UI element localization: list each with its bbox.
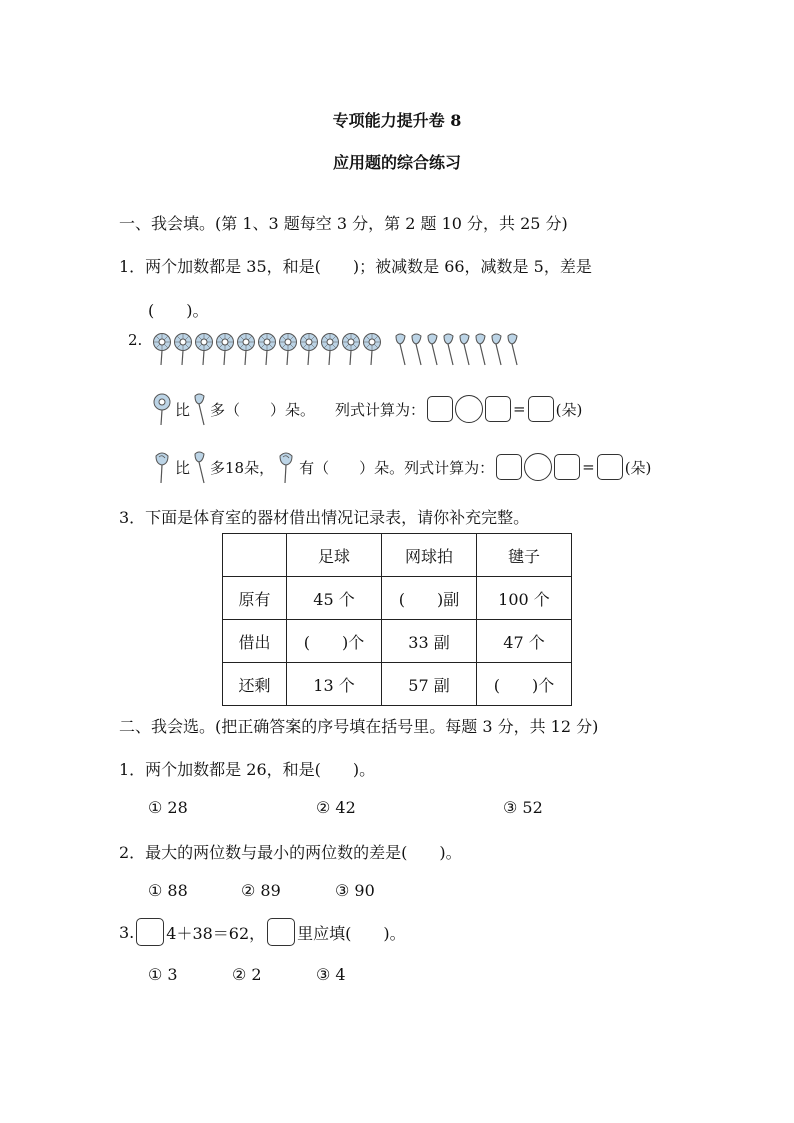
table-row bbox=[223, 663, 572, 706]
table-row bbox=[223, 620, 572, 663]
s2-q3-option[interactable]: ① 3 bbox=[148, 965, 178, 984]
s2-q1-option[interactable]: ③ 52 bbox=[503, 798, 543, 817]
tulip-icon bbox=[192, 450, 207, 484]
equals-sign: = bbox=[582, 458, 595, 476]
round-flower-icon bbox=[194, 332, 214, 366]
round-flower-icon bbox=[152, 392, 172, 426]
answer-box[interactable] bbox=[485, 396, 511, 422]
s1-q2-row1-prompt: 列式计算为： bbox=[335, 400, 426, 419]
page-subtitle: 应用题的综合练习 bbox=[332, 153, 461, 172]
s1-q2-row1 bbox=[152, 392, 582, 426]
s2-q3-equation: 4＋38＝62， bbox=[166, 923, 266, 943]
answer-box[interactable] bbox=[597, 454, 623, 480]
equals-sign: = bbox=[513, 400, 526, 418]
table-cell: 原有 bbox=[223, 577, 287, 620]
tulip-icon bbox=[489, 332, 504, 366]
table-cell: 33 副 bbox=[382, 620, 477, 663]
page-title: 专项能力提升卷 8 bbox=[332, 111, 462, 130]
compare-word: 比 bbox=[175, 458, 191, 477]
table-cell: 还剩 bbox=[223, 663, 287, 706]
answer-box[interactable] bbox=[496, 454, 522, 480]
answer-box[interactable] bbox=[427, 396, 453, 422]
table-header-row bbox=[223, 534, 572, 577]
table-cell-blank[interactable]: ( )个 bbox=[477, 663, 572, 706]
rose-icon bbox=[152, 450, 172, 484]
tulip-icon bbox=[473, 332, 488, 366]
table-cell: 47 个 bbox=[477, 620, 572, 663]
operator-circle[interactable] bbox=[524, 453, 552, 481]
s2-q1-option[interactable]: ② 42 bbox=[316, 798, 356, 817]
answer-box[interactable] bbox=[554, 454, 580, 480]
round-flower-icon bbox=[257, 332, 277, 366]
compare-word: 比 bbox=[175, 400, 191, 419]
round-flower-icon bbox=[362, 332, 382, 366]
s2-q2-option[interactable]: ③ 90 bbox=[335, 881, 375, 900]
s1-q2-row1-blank: 多（ ）朵。 bbox=[210, 400, 316, 419]
round-flower-icon bbox=[215, 332, 235, 366]
s1-q2-row2-more: 多18朵， bbox=[210, 458, 275, 477]
table-header-cell: 网球拍 bbox=[382, 534, 477, 577]
tulip-icon bbox=[409, 332, 424, 366]
s2-q3-number: 3. bbox=[119, 922, 135, 942]
s2-q1-option[interactable]: ① 28 bbox=[148, 798, 188, 817]
round-flower-icon bbox=[278, 332, 298, 366]
rose-icon bbox=[276, 450, 296, 484]
tulip-icon bbox=[393, 332, 408, 366]
table-cell: 57 副 bbox=[382, 663, 477, 706]
s2-q2-text: 2．最大的两位数与最小的两位数的差是( )。 bbox=[119, 843, 462, 862]
tulip-icon bbox=[505, 332, 520, 366]
s1-q2-row2-prompt: 有（ ）朵。列式计算为： bbox=[299, 458, 495, 477]
tulip-icon bbox=[441, 332, 456, 366]
table-cell: 45 个 bbox=[287, 577, 382, 620]
table-cell: 借出 bbox=[223, 620, 287, 663]
s2-q3-line bbox=[119, 918, 406, 946]
s1-q1-line1: 1．两个加数都是 35，和是( )；被减数是 66，减数是 5，差是 bbox=[119, 257, 592, 276]
s1-q2-number: 2. bbox=[128, 331, 143, 349]
table-cell-blank[interactable]: ( )副 bbox=[382, 577, 477, 620]
s1-q3-text: 3．下面是体育室的器材借出情况记录表，请你补充完整。 bbox=[119, 508, 530, 527]
answer-box[interactable] bbox=[528, 396, 554, 422]
round-flower-icon bbox=[173, 332, 193, 366]
s2-q3-option[interactable]: ② 2 bbox=[232, 965, 262, 984]
section2-heading: 二、我会选。(把正确答案的序号填在括号里。每题 3 分，共 12 分) bbox=[119, 717, 599, 736]
table-cell-blank[interactable]: ( )个 bbox=[287, 620, 382, 663]
s1-q1-line2: ( )。 bbox=[148, 301, 209, 320]
s2-q2-option[interactable]: ② 89 bbox=[241, 881, 281, 900]
table-cell: 100 个 bbox=[477, 577, 572, 620]
s1-q2-row2 bbox=[152, 450, 651, 484]
equipment-table bbox=[222, 533, 572, 706]
operator-circle[interactable] bbox=[455, 395, 483, 423]
tulip-icon bbox=[192, 392, 207, 426]
tulip-group bbox=[393, 332, 521, 366]
s2-q3-option[interactable]: ③ 4 bbox=[316, 965, 346, 984]
s2-q1-text: 1．两个加数都是 26，和是( )。 bbox=[119, 760, 376, 779]
s2-q2-option[interactable]: ① 88 bbox=[148, 881, 188, 900]
table-header-cell: 足球 bbox=[287, 534, 382, 577]
unit-label: (朵) bbox=[624, 458, 652, 477]
round-flower-icon bbox=[299, 332, 319, 366]
table-header-cell: 毽子 bbox=[477, 534, 572, 577]
tulip-icon bbox=[425, 332, 440, 366]
round-flower-icon bbox=[320, 332, 340, 366]
round-flower-icon bbox=[341, 332, 361, 366]
table-row bbox=[223, 577, 572, 620]
s2-q3-prompt: 里应填( )。 bbox=[297, 923, 406, 943]
round-flower-group bbox=[152, 332, 383, 366]
digit-box[interactable] bbox=[136, 918, 164, 946]
unit-label: (朵) bbox=[555, 400, 583, 419]
digit-box[interactable] bbox=[267, 918, 295, 946]
table-header-cell bbox=[223, 534, 287, 577]
round-flower-icon bbox=[236, 332, 256, 366]
section1-heading: 一、我会填。(第 1、3 题每空 3 分，第 2 题 10 分，共 25 分) bbox=[119, 214, 568, 233]
table-cell: 13 个 bbox=[287, 663, 382, 706]
round-flower-icon bbox=[152, 332, 172, 366]
tulip-icon bbox=[457, 332, 472, 366]
